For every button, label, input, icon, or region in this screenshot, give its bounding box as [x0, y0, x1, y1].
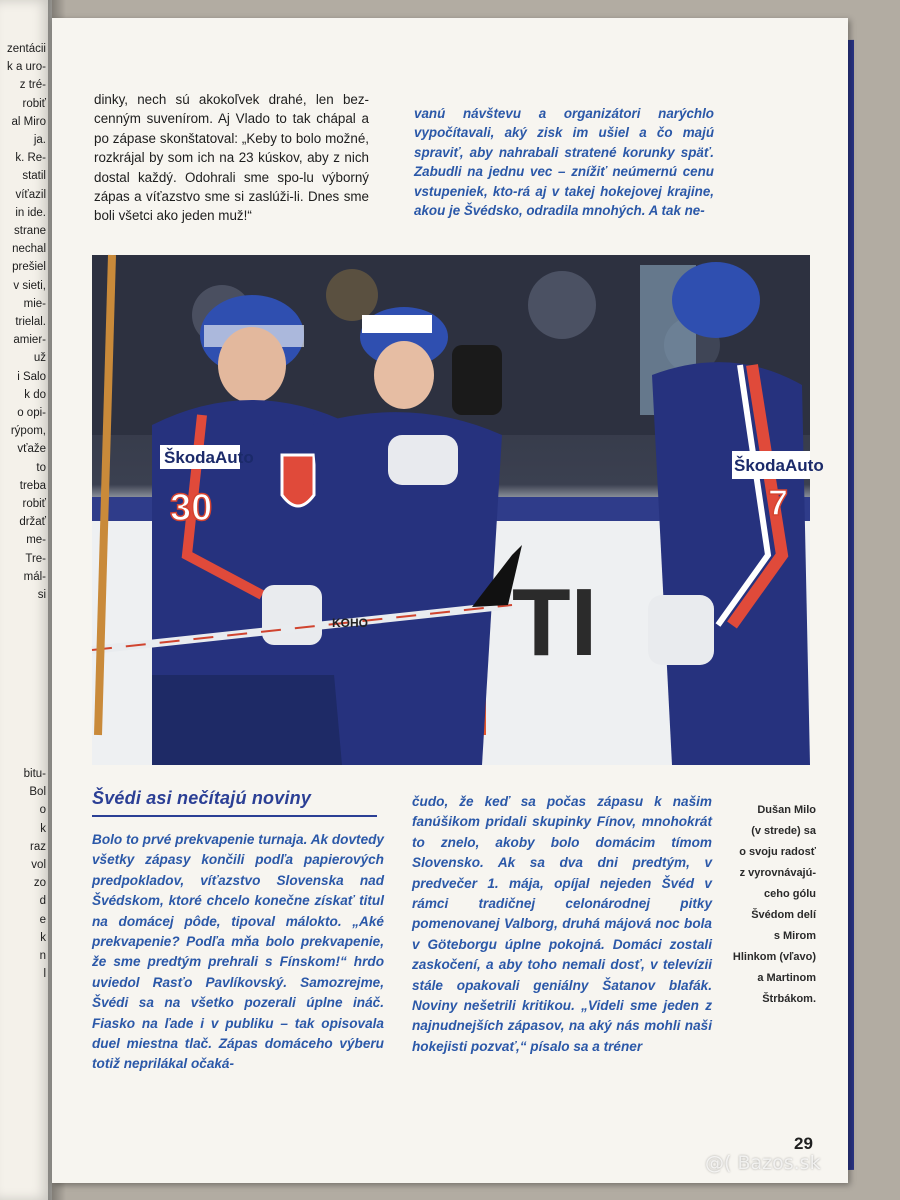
book-page [52, 18, 848, 1183]
stick-brand: KOHO [332, 616, 368, 630]
hockey-celebration-photo [92, 255, 824, 765]
lower-right-column [412, 792, 712, 1057]
jersey-sponsor-left: ŠkodaAuto [164, 448, 254, 467]
previous-page-edge [0, 0, 52, 1200]
photo-illustration [92, 255, 824, 765]
jersey-sponsor-right: ŠkodaAuto [734, 456, 824, 475]
page-number: 29 [794, 1134, 813, 1153]
upper-left-column [94, 90, 369, 226]
previous-page-text-bottom: bitu- Bol o k raz vol zo d e k n l [23, 768, 46, 981]
upper-right-column [414, 104, 714, 220]
lower-left-paragraph: Bolo to prvé prekvapenie turnaja. Ak dovtedy všetky zápasy končili podľa papierových predpokladov, víťazstvo Slovenska nad Švédskom, ktoré chcelo konečne získať titul na domácej pôde, tipoval málokto. „Aké prekvapenie? Podľa mňa bolo prekvapenie, že sme predtým prehrali s Fínskom!“ hrdo uviedol Rasťo Pavlíkovský. Samozrejme, Švédi sa na všetko pozerali úplne ináč. Fiasko na ľade i v publiku – tak opisovala duel miestna tlač. Zápas domáceho výberu totiž neprilákal očaká- [92, 832, 384, 1072]
section-heading-underline [92, 815, 377, 817]
section-heading: Švédi asi nečítajú noviny [92, 788, 312, 808]
jersey-number-7: 7 [768, 482, 789, 523]
jersey-number-30: 30 [170, 487, 213, 529]
photo-caption: Dušan Milo (v strede) sa o svoju radosť z vyrovnávajú- ceho gólu Švédom delí s Mirom Hlinkom (vľavo) a Martinom Štrbákom. [732, 804, 816, 1005]
previous-page-text-top: zentácii k a uro- z tré- robiť al Miro ja. k. Re- statil víťazil in ide. strane nechal prešiel v sieti, mie- trielal. amier- už i Salo k do o opi- rýpom, vťaže to treba robiť držať me- Tre- mál- si [7, 43, 46, 602]
upper-left-paragraph: dinky, nech sú akokoľvek drahé, len bez-cenným suvenírom. Aj Vlado to tak chápal a po zápase skonštatoval: „Keby to bolo možné, rozkrájal by som ich na 23 kúskov, aby z nich dostal každý. Odohrali sme spo-lu výborný zápas a víťazstvo sme si zaslúži-li. Dnes sme boli všetci ako jeden muž!“ [94, 92, 369, 224]
site-watermark: @( Bazos.sk [705, 1152, 821, 1174]
upper-right-paragraph: vanú návštevu a organizátori narýchlo vypočítavali, aký zisk im ušiel a čo majú spraviť, aby nahrabali stratené korunky späť. Zabudli na jednu vec – znížiť neúmernú cenu vstupeniek, kto-rá aj v takej hokejovej krajine, akou je Švédsko, odradila mnohých. A tak ne- [414, 106, 714, 219]
lower-left-column [92, 830, 384, 1075]
lower-right-paragraph: čudo, že keď sa počas zápasu k našim fanúšikom pridali skupinky Fínov, mnohokrát to znelo, akoby bolo domácim tímom Slovensko. Ak sa dva dni predtým, v predvečer 1. mája, opíjal nejeden Švéd v rámci tradičnej celonárodnej pitky pomenovanej Valborg, druhá májová noc bola v Göteborgu úplne pokojná. Domáci zostali zaskočení, a aby toho nemali dosť, v televízii stále opakovali geniálny Šatanov blafák. Noviny nešetrili kritikou. „Videli sme jeden z najnudnejších zápasov, na aký nás mohli naši hokejisti pozvať,“ písalo sa a tréner [412, 794, 712, 1054]
board-ad-letters: TI [512, 569, 598, 676]
